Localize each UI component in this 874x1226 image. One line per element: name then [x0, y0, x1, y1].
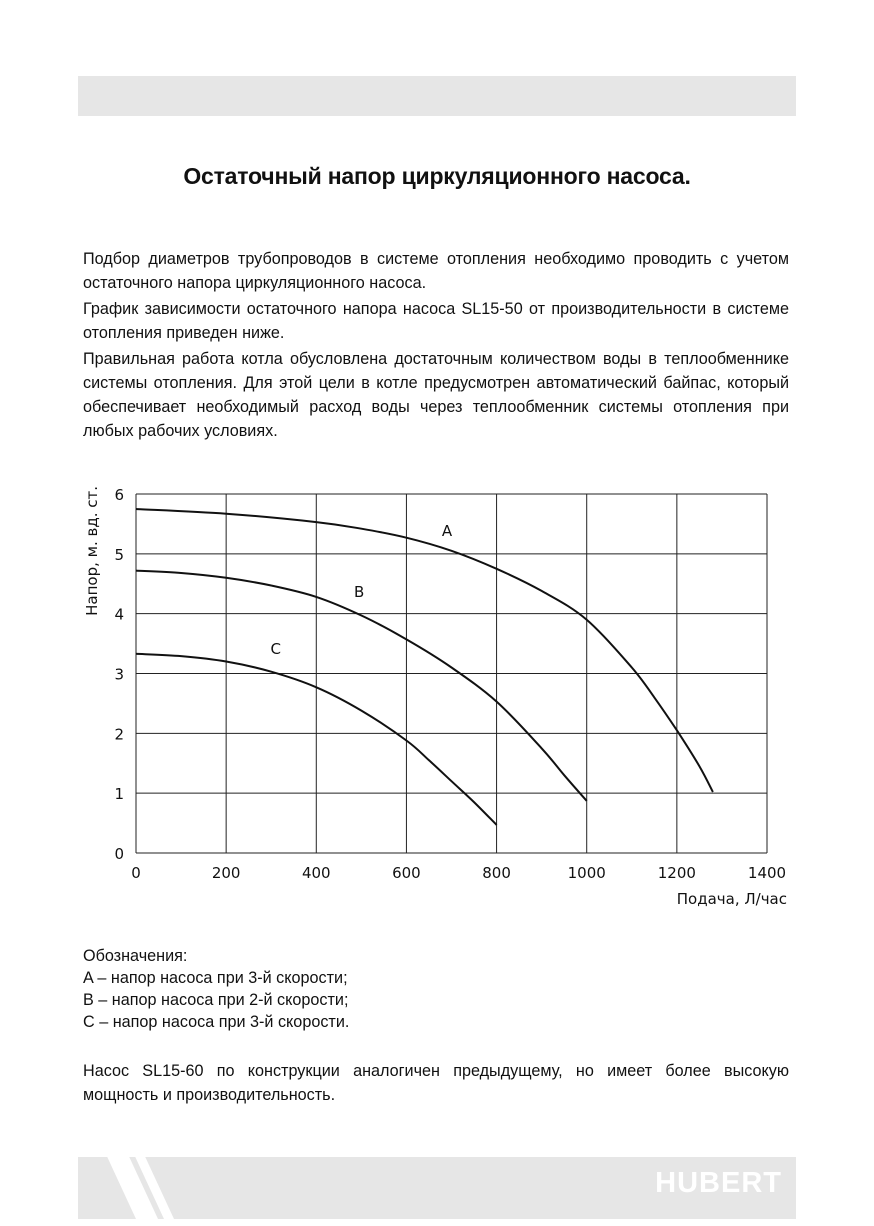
brand-logo: HUBERT — [655, 1167, 782, 1199]
legend-item-c: C – напор насоса при 3-й скорости. — [83, 1013, 350, 1031]
curve-label-a: A — [441, 521, 453, 540]
decor-stripes — [78, 1157, 198, 1219]
curve-b — [136, 571, 587, 801]
page-title: Остаточный напор циркуляционного насоса. — [183, 163, 691, 189]
paragraph-1: Подбор диаметров трубопроводов в системе отопления необходимо проводить с учетом остаточного напора циркуляционного насоса. — [83, 250, 789, 292]
x-tick-label: 800 — [482, 864, 511, 882]
x-tick-label: 1400 — [747, 864, 787, 882]
legend — [83, 945, 349, 1033]
legend-item-a: A – напор насоса при 3-й скорости; — [83, 969, 348, 987]
x-tick-label: 200 — [211, 864, 241, 882]
curve-label-c: C — [270, 639, 281, 658]
legend-heading: Обозначения: — [83, 947, 188, 965]
y-axis-label: Напор, м. вд. ст. — [83, 486, 101, 616]
footnote: Насос SL15-60 по конструкции аналогичен предыдущему, но имеет более высокую мощность и производительность. — [83, 1062, 789, 1104]
top-band — [78, 76, 796, 116]
chart-labels — [83, 486, 787, 908]
chart-grid — [136, 494, 767, 853]
y-tick-label: 3 — [114, 665, 124, 684]
x-tick-label: 1000 — [567, 864, 606, 882]
chart-curves — [136, 509, 713, 825]
y-tick-label: 0 — [114, 845, 124, 863]
x-tick-label: 0 — [131, 864, 141, 882]
x-tick-label: 400 — [301, 864, 331, 882]
x-axis-label: Подача, Л/час — [676, 890, 787, 908]
pump-head-chart — [0, 470, 874, 920]
paragraph-3: Правильная работа котла обусловлена достаточным количеством воды в теплообменнике системы отопления. Для этой цели в котле предусмотрен автоматический байпас, который обеспечивает необходимый расход воды через теплообменник системы отопления при любых рабочих условиях. — [83, 350, 789, 440]
curve-label-b: B — [353, 582, 365, 601]
y-tick-label: 2 — [114, 725, 124, 744]
y-tick-label: 6 — [114, 486, 124, 504]
x-tick-label: 1200 — [657, 864, 696, 882]
legend-item-b: B – напор насоса при 2-й скорости; — [83, 991, 349, 1009]
y-tick-label: 1 — [114, 785, 124, 804]
y-tick-label: 5 — [114, 545, 124, 564]
paragraph-2: График зависимости остаточного напора насоса SL15-50 от производительности в системе отопления приведен ниже. — [83, 300, 789, 342]
bottom-band — [78, 1157, 796, 1219]
x-tick-label: 600 — [392, 864, 421, 882]
y-tick-label: 4 — [114, 605, 124, 624]
